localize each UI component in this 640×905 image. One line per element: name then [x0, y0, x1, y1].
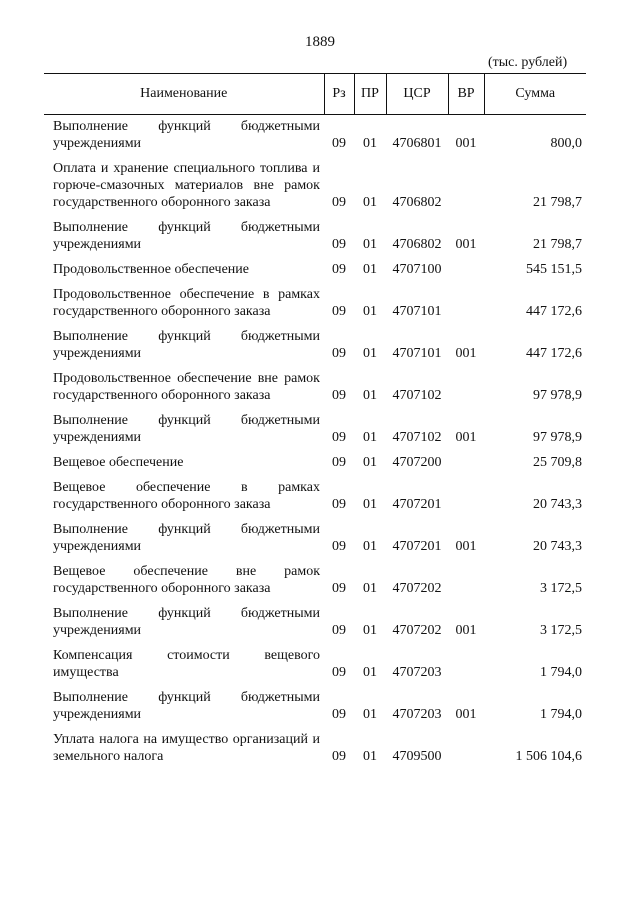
- cell-rz: 09: [332, 623, 346, 638]
- cell-rz: 09: [332, 707, 346, 722]
- table-row: [44, 320, 586, 362]
- cell-vr: 001: [455, 237, 477, 252]
- cell-pr: 01: [363, 581, 377, 596]
- page-number: 1889: [305, 34, 335, 50]
- cell-vr: 001: [455, 623, 477, 638]
- table-row: [44, 639, 586, 681]
- cell-rz: 09: [332, 665, 346, 680]
- cell-csr: 4707203: [392, 707, 442, 722]
- budget-table: [44, 73, 586, 765]
- cell-csr: 4707200: [392, 455, 442, 470]
- cell-rz: 09: [332, 388, 346, 403]
- cell-name: Вещевое обеспечение: [53, 455, 184, 470]
- cell-csr: 4707101: [392, 346, 442, 361]
- cell-csr: 4707202: [392, 623, 442, 638]
- cell-rz: 09: [332, 346, 346, 361]
- header-sum: Сумма: [484, 74, 586, 115]
- cell-vr: 001: [455, 136, 477, 151]
- cell-name: Выполнение функций бюджетными учреждениями: [53, 606, 320, 638]
- cell-pr: 01: [363, 388, 377, 403]
- table-row: [44, 278, 586, 320]
- cell-vr: 001: [455, 539, 477, 554]
- cell-sum: 20 743,3: [533, 497, 582, 512]
- cell-sum: 3 172,5: [540, 581, 582, 596]
- cell-sum: 21 798,7: [533, 237, 582, 252]
- cell-name: Вещевое обеспечение в рамках государственного оборонного заказа: [53, 480, 320, 512]
- table-row: [44, 362, 586, 404]
- cell-csr: 4706802: [392, 237, 442, 252]
- cell-vr: [448, 555, 484, 597]
- cell-name: Вещевое обеспечение вне рамок государственного оборонного заказа: [53, 564, 320, 596]
- cell-csr: 4706802: [392, 195, 442, 210]
- cell-sum: 1 794,0: [540, 665, 582, 680]
- cell-pr: 01: [363, 665, 377, 680]
- cell-pr: 01: [363, 304, 377, 319]
- cell-pr: 01: [363, 623, 377, 638]
- cell-pr: 01: [363, 262, 377, 277]
- cell-sum: 3 172,5: [540, 623, 582, 638]
- cell-pr: 01: [363, 749, 377, 764]
- table-row: [44, 446, 586, 471]
- cell-sum: 97 978,9: [533, 388, 582, 403]
- cell-csr: 4707203: [392, 665, 442, 680]
- table-row: [44, 723, 586, 765]
- cell-sum: 97 978,9: [533, 430, 582, 445]
- header-name: Наименование: [44, 74, 324, 115]
- cell-csr: 4707102: [392, 388, 442, 403]
- cell-vr: [448, 723, 484, 765]
- cell-rz: 09: [332, 304, 346, 319]
- cell-name: Продовольственное обеспечение вне рамок государственного оборонного заказа: [53, 371, 320, 403]
- table-row: [44, 152, 586, 211]
- table-row: [44, 253, 586, 278]
- cell-vr: 001: [455, 430, 477, 445]
- table-row: [44, 115, 586, 153]
- header-rz: Рз: [324, 74, 354, 115]
- cell-csr: 4707202: [392, 581, 442, 596]
- cell-rz: 09: [332, 539, 346, 554]
- cell-sum: 21 798,7: [533, 195, 582, 210]
- cell-name: Выполнение функций бюджетными учреждениями: [53, 119, 320, 151]
- units-label: (тыс. рублей): [488, 55, 568, 70]
- cell-csr: 4707201: [392, 539, 442, 554]
- table-row: [44, 404, 586, 446]
- cell-csr: 4707102: [392, 430, 442, 445]
- cell-csr: 4709500: [392, 749, 442, 764]
- table-row: [44, 681, 586, 723]
- cell-sum: 447 172,6: [526, 304, 582, 319]
- cell-sum: 20 743,3: [533, 539, 582, 554]
- cell-vr: 001: [455, 346, 477, 361]
- header-csr: ЦСР: [386, 74, 448, 115]
- cell-pr: 01: [363, 346, 377, 361]
- cell-rz: 09: [332, 430, 346, 445]
- table-row: [44, 471, 586, 513]
- cell-pr: 01: [363, 195, 377, 210]
- table-header-row: [44, 74, 586, 115]
- cell-pr: 01: [363, 707, 377, 722]
- cell-pr: 01: [363, 539, 377, 554]
- cell-vr: [448, 278, 484, 320]
- cell-csr: 4706801: [392, 136, 442, 151]
- cell-rz: 09: [332, 497, 346, 512]
- cell-rz: 09: [332, 455, 346, 470]
- cell-sum: 1 794,0: [540, 707, 582, 722]
- header-vr: ВР: [448, 74, 484, 115]
- cell-rz: 09: [332, 262, 346, 277]
- cell-name: Выполнение функций бюджетными учреждениями: [53, 690, 320, 722]
- cell-pr: 01: [363, 237, 377, 252]
- cell-sum: 25 709,8: [533, 455, 582, 470]
- cell-rz: 09: [332, 237, 346, 252]
- cell-sum: 545 151,5: [526, 262, 582, 277]
- cell-rz: 09: [332, 581, 346, 596]
- cell-vr: [448, 471, 484, 513]
- cell-name: Уплата налога на имущество организаций и земельного налога: [53, 732, 320, 764]
- cell-name: Выполнение функций бюджетными учреждениями: [53, 522, 320, 554]
- cell-vr: [448, 362, 484, 404]
- cell-rz: 09: [332, 195, 346, 210]
- cell-pr: 01: [363, 497, 377, 512]
- cell-name: Оплата и хранение специального топлива и горюче-смазочных материалов вне рамок государственного оборонного заказа: [53, 161, 320, 210]
- cell-rz: 09: [332, 749, 346, 764]
- cell-name: Выполнение функций бюджетными учреждениями: [53, 413, 320, 445]
- table-row: [44, 513, 586, 555]
- cell-vr: [448, 253, 484, 278]
- table-body: [44, 115, 586, 766]
- cell-pr: 01: [363, 455, 377, 470]
- cell-name: Компенсация стоимости вещевого имущества: [53, 648, 320, 680]
- table-row: [44, 597, 586, 639]
- cell-csr: 4707101: [392, 304, 442, 319]
- cell-sum: 447 172,6: [526, 346, 582, 361]
- cell-vr: [448, 639, 484, 681]
- table-row: [44, 555, 586, 597]
- cell-pr: 01: [363, 430, 377, 445]
- cell-rz: 09: [332, 136, 346, 151]
- cell-name: Выполнение функций бюджетными учреждениями: [53, 329, 320, 361]
- cell-vr: [448, 152, 484, 211]
- header-pr: ПР: [354, 74, 386, 115]
- cell-name: Выполнение функций бюджетными учреждениями: [53, 220, 320, 252]
- cell-sum: 1 506 104,6: [515, 749, 582, 764]
- cell-csr: 4707100: [392, 262, 442, 277]
- cell-pr: 01: [363, 136, 377, 151]
- cell-csr: 4707201: [392, 497, 442, 512]
- cell-name: Продовольственное обеспечение в рамках государственного оборонного заказа: [53, 287, 320, 319]
- cell-vr: 001: [455, 707, 477, 722]
- cell-vr: [448, 446, 484, 471]
- cell-sum: 800,0: [550, 136, 582, 151]
- table-row: [44, 211, 586, 253]
- cell-name: Продовольственное обеспечение: [53, 262, 249, 277]
